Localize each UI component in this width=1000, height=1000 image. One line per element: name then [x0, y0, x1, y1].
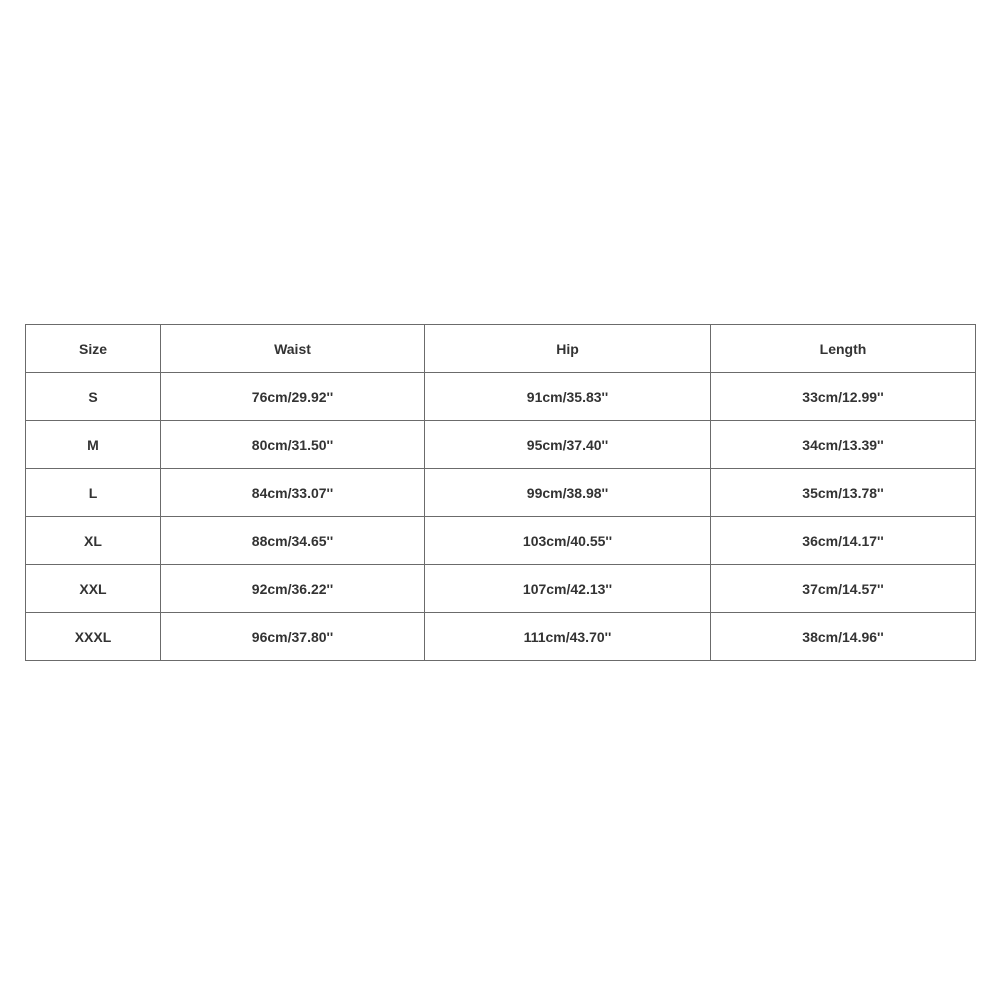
- header-size: Size: [26, 325, 161, 373]
- waist-cell: 88cm/34.65'': [161, 517, 425, 565]
- size-cell: XXXL: [26, 613, 161, 661]
- waist-cell: 80cm/31.50'': [161, 421, 425, 469]
- hip-cell: 91cm/35.83'': [425, 373, 711, 421]
- table-header: [26, 325, 976, 373]
- hip-cell: 99cm/38.98'': [425, 469, 711, 517]
- waist-cell: 84cm/33.07'': [161, 469, 425, 517]
- hip-cell: 103cm/40.55'': [425, 517, 711, 565]
- table-row: [26, 469, 976, 517]
- hip-cell: 95cm/37.40'': [425, 421, 711, 469]
- table-row: [26, 517, 976, 565]
- length-cell: 36cm/14.17'': [711, 517, 976, 565]
- header-row: [26, 325, 976, 373]
- table-row: [26, 565, 976, 613]
- table-row: [26, 373, 976, 421]
- size-cell: XL: [26, 517, 161, 565]
- header-waist: Waist: [161, 325, 425, 373]
- size-cell: S: [26, 373, 161, 421]
- size-cell: M: [26, 421, 161, 469]
- header-length: Length: [711, 325, 976, 373]
- length-cell: 38cm/14.96'': [711, 613, 976, 661]
- table-row: [26, 613, 976, 661]
- hip-cell: 111cm/43.70'': [425, 613, 711, 661]
- size-cell: L: [26, 469, 161, 517]
- header-hip: Hip: [425, 325, 711, 373]
- length-cell: 35cm/13.78'': [711, 469, 976, 517]
- table-body: [26, 373, 976, 661]
- table-row: [26, 421, 976, 469]
- waist-cell: 96cm/37.80'': [161, 613, 425, 661]
- waist-cell: 92cm/36.22'': [161, 565, 425, 613]
- hip-cell: 107cm/42.13'': [425, 565, 711, 613]
- length-cell: 33cm/12.99'': [711, 373, 976, 421]
- length-cell: 37cm/14.57'': [711, 565, 976, 613]
- size-cell: XXL: [26, 565, 161, 613]
- length-cell: 34cm/13.39'': [711, 421, 976, 469]
- waist-cell: 76cm/29.92'': [161, 373, 425, 421]
- size-chart-table: [25, 324, 976, 661]
